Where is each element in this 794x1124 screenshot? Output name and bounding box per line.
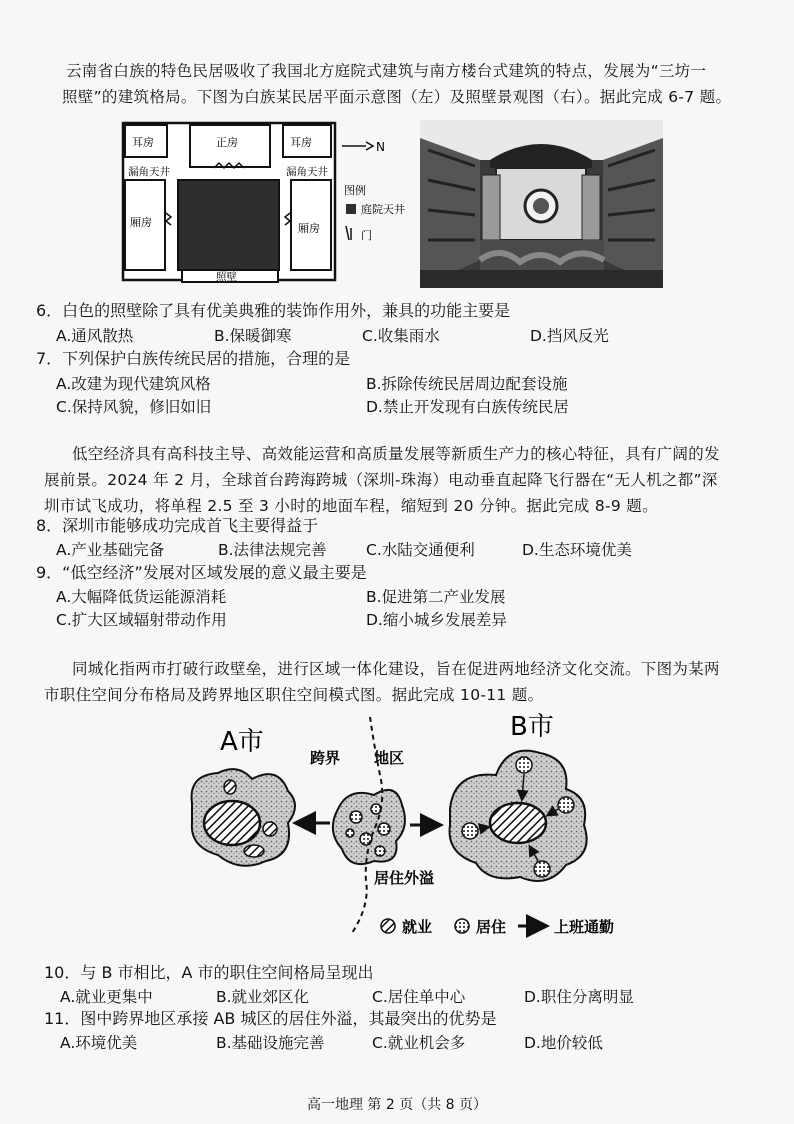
intro-line: 展前景。2024 年 2 月，全球首台跨海跨城（深圳-珠海）电动垂直起降飞行器在“无人机之都”深 [44,471,718,489]
legend-work-icon [381,919,395,933]
room-label-screen-wall: 照壁 [216,271,237,283]
intro-line: 同城化指两市打破行政壁垒，进行区域一体化建设，旨在促进两地经济文化交流。下图为某两 [72,660,720,678]
city-a-label: A市 [220,727,264,757]
city-a-employment-center [204,801,260,845]
question-9-option-b[interactable]: B.促进第二产业发展 [366,588,506,606]
screen-wall-photo [420,120,663,288]
room-label-wing-right: 厢房 [298,222,320,235]
room-label-corner-right: 漏角天井 [286,166,328,178]
room-label-main: 正房 [216,136,238,149]
room-label-ear-left: 耳房 [132,136,154,149]
door-icon [346,226,351,240]
question-6-option-b[interactable]: B.保暖御寒 [214,327,292,345]
question-9-stem: 9．“低空经济”发展对区域发展的意义最主要是 [36,563,367,582]
legend-commute-label: 上班通勤 [554,918,615,936]
question-9-option-c[interactable]: C.扩大区域辐射带动作用 [56,611,227,629]
question-10-option-a[interactable]: A.就业更集中 [60,988,153,1006]
question-7-option-a[interactable]: A.改建为现代建筑风格 [56,375,211,393]
city-b-label: B市 [510,712,554,742]
intro-line: 圳市试飞成功，将单程 2.5 至 3 小时的地面车程，缩短到 20 分钟。据此完成 8-9 题。 [44,497,658,515]
north-label: N [376,140,385,154]
question-11-option-d[interactable]: D.地价较低 [524,1034,603,1052]
floorplan-diagram [118,118,418,288]
legend-courtyard: 庭院天井 [361,203,405,216]
question-11-option-c[interactable]: C.就业机会多 [372,1034,466,1052]
question-6-option-c[interactable]: C.收集雨水 [362,327,440,345]
cross-border-label-left: 跨界 [310,749,341,767]
question-8-option-b[interactable]: B.法律法规完善 [218,541,327,559]
question-11-option-a[interactable]: A.环境优美 [60,1034,138,1052]
legend-title: 图例 [344,184,366,197]
question-10-option-d[interactable]: D.职住分离明显 [524,988,634,1006]
question-10-option-b[interactable]: B.就业郊区化 [216,988,310,1006]
question-11-option-b[interactable]: B.基础设施完善 [216,1034,325,1052]
question-8-option-c[interactable]: C.水陆交通便利 [366,541,475,559]
legend-work-label: 就业 [402,918,433,936]
legend-door: 门 [361,229,372,242]
question-10-option-c[interactable]: C.居住单中心 [372,988,466,1006]
intro-line: 低空经济具有高科技主导、高效能运营和高质量发展等新质生产力的核心特征，具有广阔的发 [72,445,720,463]
intro-line: 云南省白族的特色民居吸收了我国北方庭院式建筑与南方楼台式建筑的特点，发展为“三坊一 [66,62,707,80]
question-7-option-b[interactable]: B.拆除传统民居周边配套设施 [366,375,568,393]
question-6-stem: 6．白色的照壁除了具有优美典雅的装饰作用外，兼具的功能主要是 [36,301,511,320]
legend-live-label: 居住 [476,918,507,936]
question-8-option-a[interactable]: A.产业基础完备 [56,541,165,559]
city-b-employment-center [490,803,546,843]
page-footer: 高一地理 第 2 页（共 8 页） [306,1097,488,1113]
courtyard-block [178,180,279,270]
room-label-ear-right: 耳房 [290,136,312,149]
intro-line: 市职住空间分布格局及跨界地区职住空间模式图。据此完成 10-11 题。 [44,686,544,704]
question-11-stem: 11．图中跨界地区承接 AB 城区的居住外溢，其最突出的优势是 [44,1009,497,1028]
question-10-stem: 10．与 B 市相比，A 市的职住空间格局呈现出 [44,963,374,982]
question-6-option-d[interactable]: D.挡风反光 [530,327,609,345]
overflow-label: 居住外溢 [374,869,435,887]
intro-passage-10-11 [44,656,784,708]
question-6-option-a[interactable]: A.通风散热 [56,327,134,345]
legend-live-icon [455,919,469,933]
question-7-stem: 7．下列保护白族传统民居的措施，合理的是 [36,349,351,368]
legend-courtyard-swatch [346,204,356,214]
question-9-option-d[interactable]: D.缩小城乡发展差异 [366,611,507,629]
question-7-option-d[interactable]: D.禁止开发现有白族传统民居 [366,398,569,416]
question-8-stem: 8．深圳市能够成功完成首飞主要得益于 [36,516,319,535]
cross-border-label-right: 地区 [374,749,405,767]
intro-passage-6-7 [62,58,782,110]
question-8-option-d[interactable]: D.生态环境优美 [522,541,632,559]
room-label-corner-left: 漏角天井 [128,166,170,178]
question-9-option-a[interactable]: A.大幅降低货运能源消耗 [56,588,227,606]
job-housing-diagram [170,705,630,945]
room-label-wing-left: 厢房 [130,216,152,229]
question-7-option-c[interactable]: C.保持风貌，修旧如旧 [56,398,212,416]
cross-border-area [333,790,405,864]
intro-passage-8-9 [44,441,784,519]
intro-line: 照壁”的建筑格局。下图为白族某民居平面示意图（左）及照壁景观图（右）。据此完成 6-7 题。 [62,88,732,106]
